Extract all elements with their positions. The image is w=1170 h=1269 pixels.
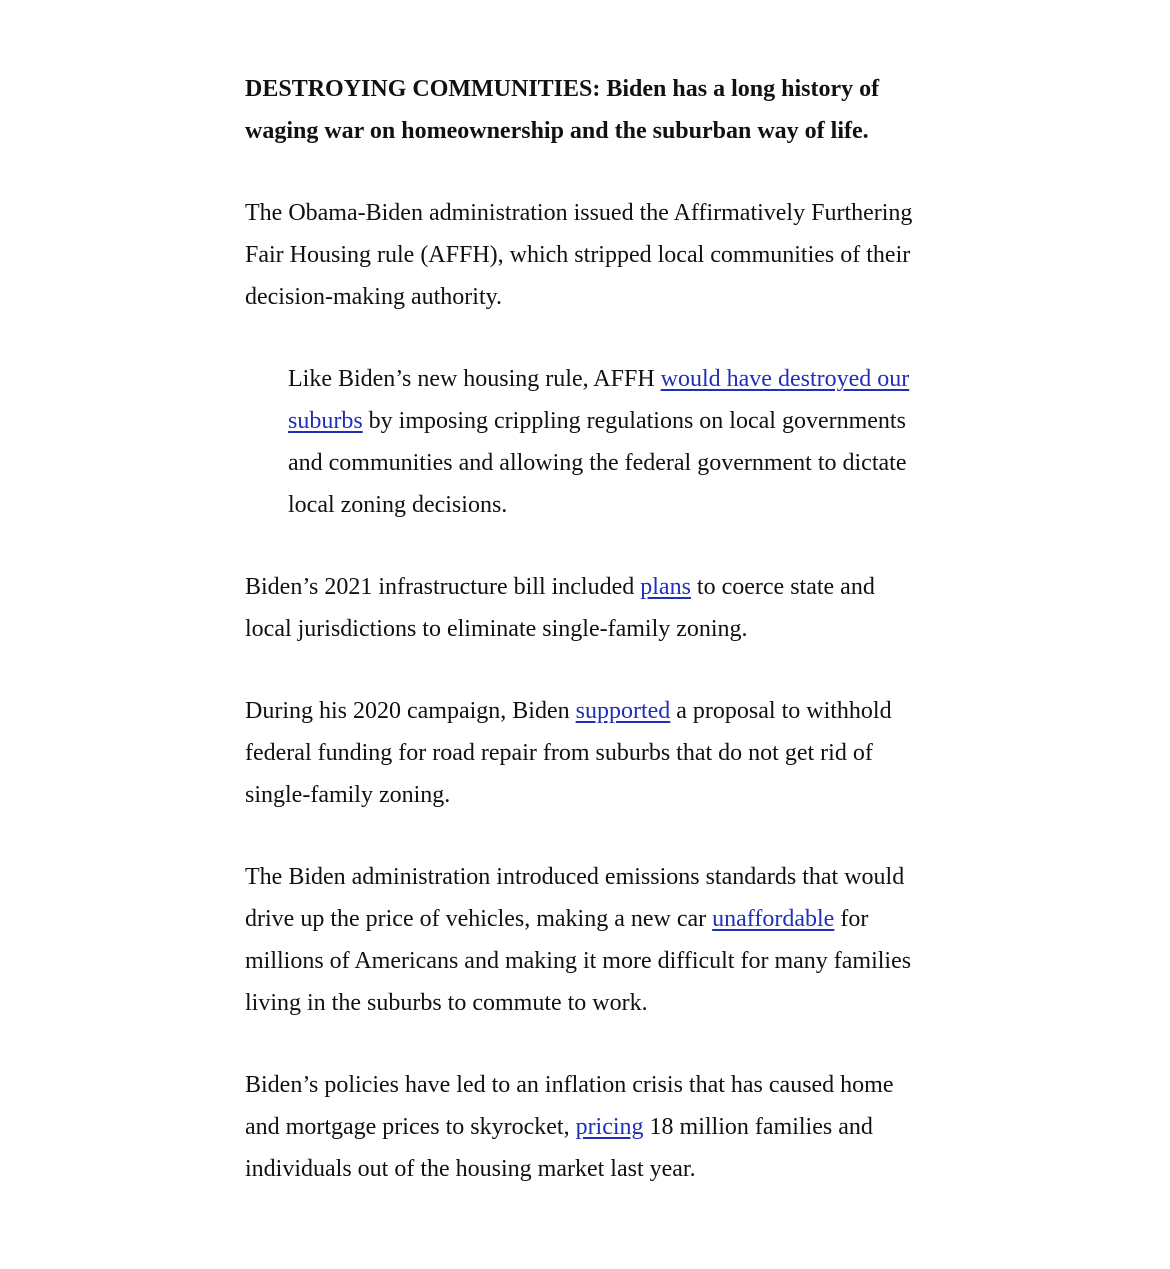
p3-text-before: During his 2020 campaign, Biden [245,698,576,724]
paragraph-emissions [245,856,925,1024]
p4-text-after: for millions of Americans and making it more difficult for many families living in the suburbs to commute to work. [245,906,912,1016]
link-plans[interactable]: plans [640,574,691,600]
paragraph-affh: The Obama-Biden administration issued the Affirmatively Furthering Fair Housing rule (AFFH), which stripped local communities of their decision-making authority. [245,200,913,310]
p3-text-after: a proposal to withhold federal funding for road repair from suburbs that do not get rid of single-family zoning. [245,698,892,808]
link-supported[interactable]: supported [575,698,671,724]
p5-text-before: Biden’s policies have led to an inflation crisis that has caused home and mortgage prices to skyrocket, [245,1072,894,1140]
paragraph-infrastructure [245,566,925,650]
quote-text-after: by imposing crippling regulations on local governments and communities and allowing the federal government to dictate local zoning decisions. [288,408,907,518]
quote-text-before: Like Biden’s new housing rule, AFFH [288,366,661,392]
section-heading: DESTROYING COMMUNITIES: Biden has a long history of waging war on homeownership and the suburban way of life. [245,76,880,144]
p2-text-after: to coerce state and local jurisdictions to eliminate single-family zoning. [245,574,875,642]
link-unaffordable[interactable]: unaffordable [712,906,835,932]
paragraph-inflation [245,1064,925,1190]
p2-text-before: Biden’s 2021 infrastructure bill included [245,574,641,600]
link-pricing[interactable]: pricing [575,1114,644,1140]
paragraph-campaign [245,690,925,816]
block-quote [288,358,928,526]
p4-text-before: The Biden administration introduced emissions standards that would drive up the price of vehicles, making a new car [245,864,905,932]
link-would-have-destroyed-our-suburbs[interactable]: would have destroyed our suburbs [288,366,910,434]
document-body [245,68,935,1190]
p5-text-after: 18 million families and individuals out of the housing market last year. [245,1114,873,1182]
